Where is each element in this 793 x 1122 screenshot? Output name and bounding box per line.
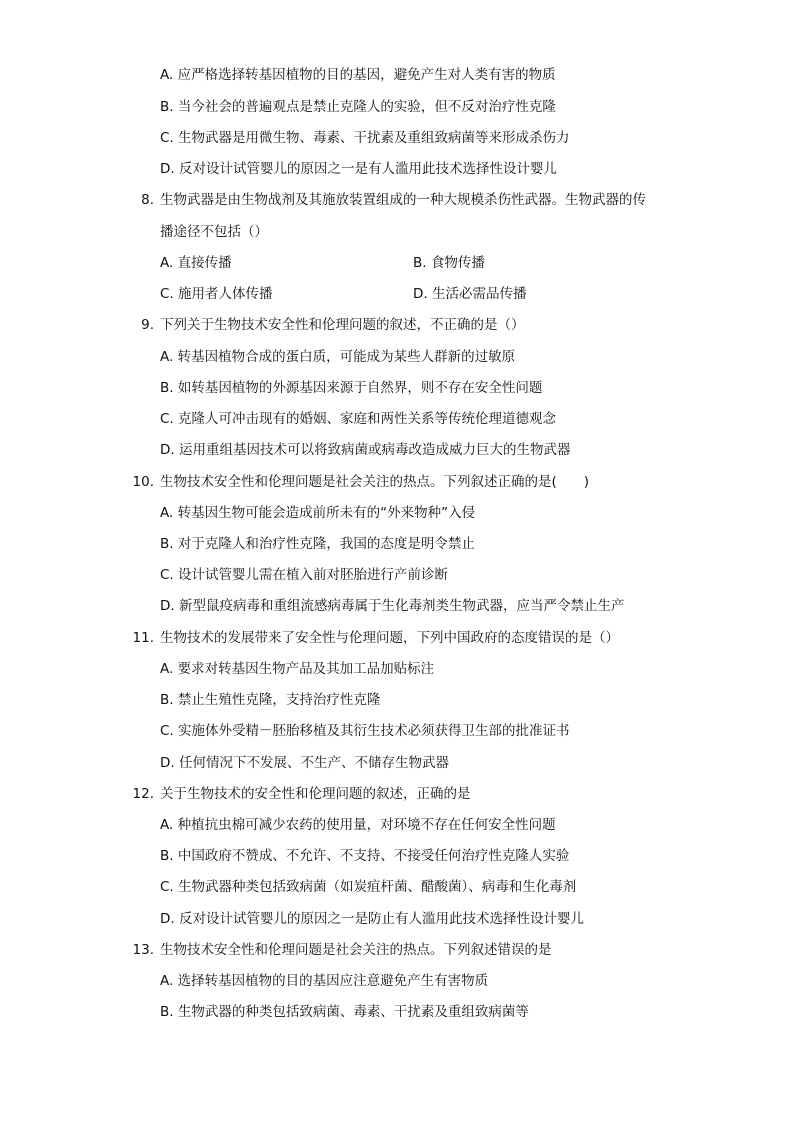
q11-option-c: C. 实施体外受精－胚胎移植及其衍生技术必须获得卫生部的批准证书 [160, 723, 570, 739]
q8-option-b: B. 食物传播 [413, 255, 485, 271]
q12-option-d: D. 反对设计试管婴儿的原因之一是防止有人滥用此技术选择性设计婴儿 [160, 911, 584, 927]
q10-option-b: B. 对于克隆人和治疗性克隆，我国的态度是明令禁止 [160, 536, 475, 552]
q12-option-a: A. 种植抗虫棉可减少农药的使用量，对环境不存在任何安全性问题 [160, 817, 556, 833]
q7-option-a: A. 应严格选择转基因植物的目的基因，避免产生对人类有害的物质 [160, 67, 556, 83]
q12-stem: 关于生物技术的安全性和伦理问题的叙述，正确的是 [160, 786, 471, 802]
q11-number: 11. [132, 630, 154, 646]
q11-option-a: A. 要求对转基因生物产品及其加工品加贴标注 [160, 661, 435, 677]
q12-option-c: C. 生物武器种类包括致病菌（如炭疽杆菌、醋酸菌）、病毒和生化毒剂 [160, 879, 577, 895]
q13-option-a: A. 选择转基因植物的目的基因应注意避免产生有害物质 [160, 973, 489, 989]
q10-number: 10. [132, 474, 154, 490]
q9-option-b: B. 如转基因植物的外源基因来源于自然界，则不存在安全性问题 [160, 380, 543, 396]
q9-option-d: D. 运用重组基因技术可以将致病菌或病毒改造成威力巨大的生物武器 [160, 442, 571, 458]
q8-option-d: D. 生活必需品传播 [413, 286, 527, 302]
q11-stem: 生物技术的发展带来了安全性与伦理问题，下列中国政府的态度错误的是（） [160, 630, 619, 646]
q13-number: 13. [132, 942, 154, 958]
q9-stem: 下列关于生物技术安全性和伦理问题的叙述，不正确的是（） [160, 317, 525, 333]
q9-option-c: C. 克隆人可冲击现有的婚姻、家庭和两性关系等传统伦理道德观念 [160, 411, 557, 427]
q8-stem-line1: 生物武器是由生物战剂及其施放装置组成的一种大规模杀伤性武器。生物武器的传 [160, 192, 646, 208]
q10-option-d: D. 新型鼠疫病毒和重组流感病毒属于生化毒剂类生物武器，应当严令禁止生产 [160, 598, 625, 614]
q10-stem: 生物技术安全性和伦理问题是社会关注的热点。下列叙述正确的是( ) [160, 474, 590, 490]
q8-number: 8. [141, 192, 154, 208]
q7-option-b: B. 当今社会的普遍观点是禁止克隆人的实验，但不反对治疗性克隆 [160, 99, 556, 115]
q11-option-d: D. 任何情况下不发展、不生产、不储存生物武器 [160, 755, 449, 771]
q7-option-d: D. 反对设计试管婴儿的原因之一是有人滥用此技术选择性设计婴儿 [160, 161, 557, 177]
q10-option-a: A. 转基因生物可能会造成前所未有的“外来物种”入侵 [160, 505, 476, 521]
q11-option-b: B. 禁止生殖性克隆，支持治疗性克隆 [160, 692, 381, 708]
q12-option-b: B. 中国政府不赞成、不允许、不支持、不接受任何治疗性克隆人实验 [160, 848, 570, 864]
q7-option-c: C. 生物武器是用微生物、毒素、干扰素及重组致病菌等来形成杀伤力 [160, 130, 570, 146]
q10-option-c: C. 设计试管婴儿需在植入前对胚胎进行产前诊断 [160, 567, 449, 583]
q8-stem-line2: 播途径不包括（） [160, 224, 268, 240]
q9-number: 9. [141, 317, 154, 333]
q8-option-c: C. 施用者人体传播 [160, 286, 273, 302]
q9-option-a: A. 转基因植物合成的蛋白质，可能成为某些人群新的过敏原 [160, 349, 516, 365]
q13-option-b: B. 生物武器的种类包括致病菌、毒素、干扰素及重组致病菌等 [160, 1004, 529, 1020]
q12-number: 12. [132, 786, 154, 802]
q13-stem: 生物技术安全性和伦理问题是社会关注的热点。下列叙述错误的是 [160, 942, 552, 958]
q8-option-a: A. 直接传播 [160, 255, 232, 271]
